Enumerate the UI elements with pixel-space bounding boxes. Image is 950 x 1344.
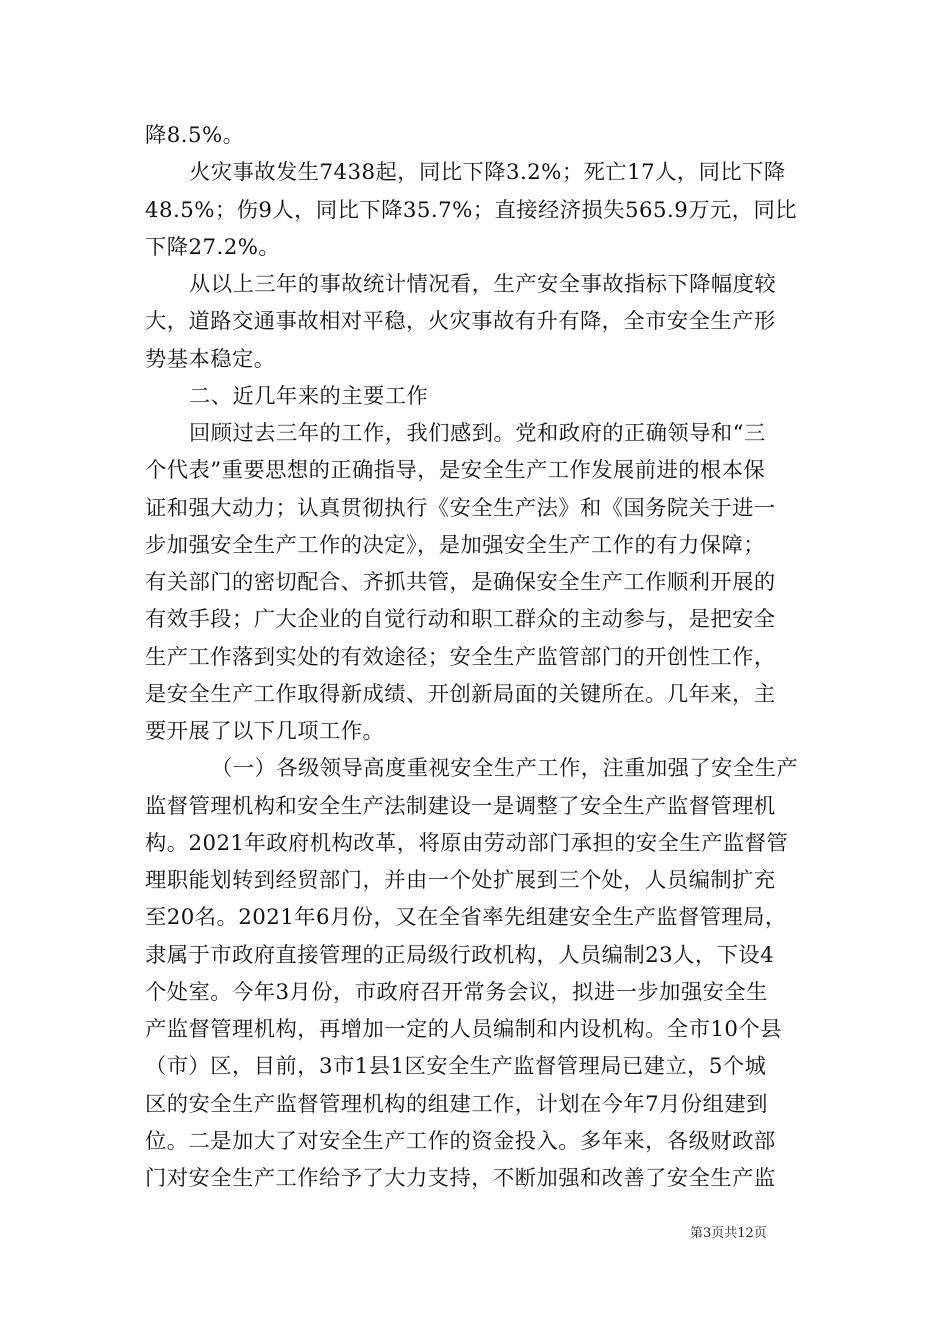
- text-line: 至20名。2021年6月份，又在全省率先组建安全生产监督管理局，: [145, 905, 787, 931]
- text-line: 要开展了以下几项工作。: [145, 719, 385, 744]
- text-line: 下降27.2%。: [145, 234, 281, 260]
- text-line: 产监督管理机构，再增加一定的人员编制和内设机构。全市10个县: [145, 1017, 782, 1042]
- text-line: 有效手段；广大企业的自觉行动和职工群众的主动参与，是把安全: [145, 607, 776, 633]
- text-line: 48.5%；伤9人，同比下降35.7%；直接经济损失565.9万元，同比: [145, 197, 797, 223]
- paragraph-review: [145, 415, 807, 750]
- text-line: 隶属于市政府直接管理的正局级行政机构，人员编制23人，下设4: [145, 942, 775, 968]
- text-line: 降8.5%。: [145, 123, 245, 148]
- text-line: 有关部门的密切配合、齐抓共管，是确保安全生产工作顺利开展的: [145, 570, 776, 595]
- text-line: （市）区，目前，3市1县1区安全生产监督管理局已建立，5个城: [145, 1054, 767, 1080]
- section-heading: [145, 378, 807, 415]
- text-line: 理职能划转到经贸部门，并由一个处扩展到三个处，人员编制扩充: [145, 868, 776, 893]
- text-line: 门对安全生产工作给予了大力支持，不断加强和改善了安全生产监: [145, 1166, 776, 1191]
- text-line: 从以上三年的事故统计情况看，生产安全事故指标下降幅度较: [189, 272, 777, 297]
- text-line: 是安全生产工作取得新成绩、开创新局面的关键所在。几年来，主: [145, 681, 776, 707]
- text-line: 证和强大动力；认真贯彻执行《安全生产法》和《国务院关于进一: [145, 495, 776, 521]
- document-body: [145, 117, 807, 1197]
- paragraph-section-one: [145, 750, 807, 1197]
- text-line: 位。二是加大了对安全生产工作的资金投入。多年来，各级财政部: [145, 1128, 776, 1154]
- section-heading-text: 二、近几年来的主要工作: [189, 383, 429, 409]
- text-line: 构。2021年政府机构改革，将原由劳动部门承担的安全生产监督管: [145, 830, 789, 856]
- text-line: 生产工作落到实处的有效途径；安全生产监管部门的开创性工作，: [145, 644, 776, 670]
- text-line: （一）各级领导高度重视安全生产工作，注重加强了安全生产: [211, 756, 799, 782]
- text-line: 个处室。今年3月份，市政府召开常务会议，拟进一步加强安全生: [145, 979, 768, 1005]
- paragraph-continuation: [145, 117, 807, 154]
- text-line: 步加强安全生产工作的决定》，是加强安全生产工作的有力保障；: [145, 532, 766, 558]
- text-line: 区的安全生产监督管理机构的组建工作，计划在今年7月份组建到: [145, 1091, 768, 1117]
- text-line: 回顾过去三年的工作，我们感到。党和政府的正确领导和“三: [189, 421, 766, 446]
- text-line: 火灾事故发生7438起，同比下降3.2%；死亡17人，同比下降: [189, 160, 786, 186]
- text-line: 个代表”重要思想的正确指导，是安全生产工作发展前进的根本保: [145, 458, 766, 484]
- page-number: 第3页共12页: [690, 1226, 767, 1241]
- text-line: 大，道路交通事故相对平稳，火灾事故有升有降，全市安全生产形: [145, 309, 776, 335]
- paragraph-fire-accidents: [145, 154, 807, 266]
- text-line: 监督管理机构和安全生产法制建设一是调整了安全生产监督管理机: [145, 793, 776, 819]
- text-line: 势基本稳定。: [145, 346, 276, 372]
- paragraph-three-year-summary: [145, 266, 807, 378]
